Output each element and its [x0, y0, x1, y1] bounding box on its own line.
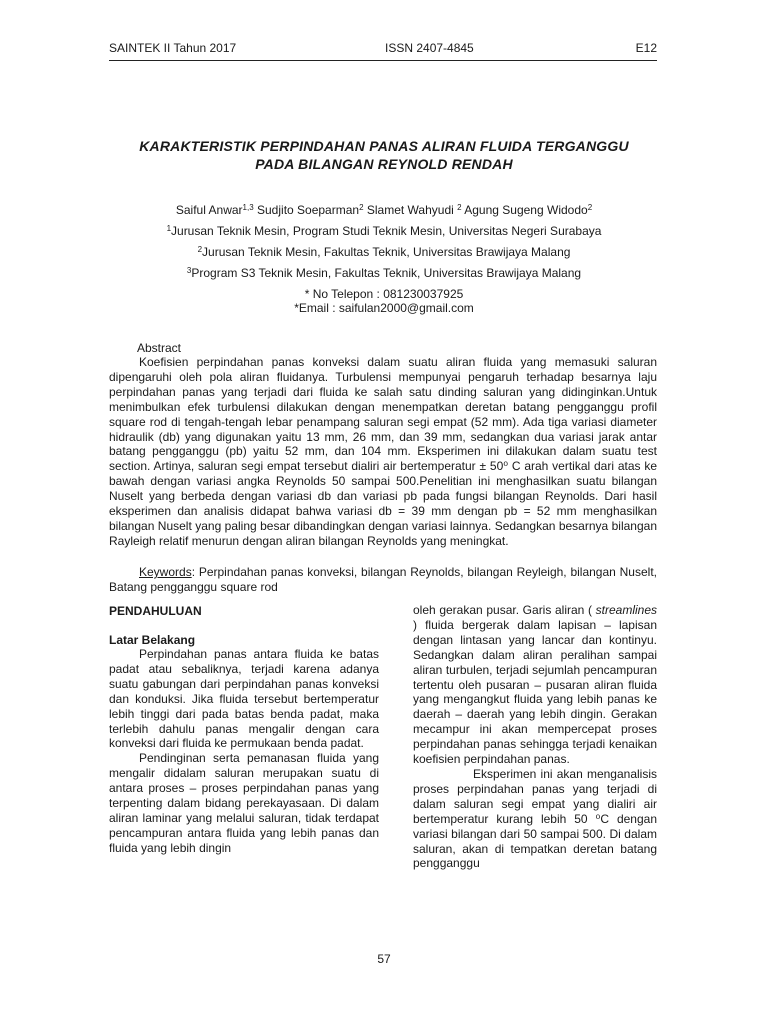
- author-name: Slamet Wahyudi: [363, 203, 458, 217]
- issn: ISSN 2407-4845: [385, 41, 474, 55]
- affil-mark: 1: [166, 224, 172, 233]
- affil-text: Program S3 Teknik Mesin, Fakultas Teknik, Universitas Brawijaya Malang: [191, 266, 582, 280]
- header-rule: [109, 60, 657, 61]
- body-paragraph: Pendinginan serta pemanasan fluida yang mengalir didalam saluran merupakan suatu di antara proses – proses perpindahan panas yang terpenting dalam bidang perekayasaan. Di dalam aliran laminar yang melalui saluran, tidak terdapat pencampuran antara fluida yang lebih panas dan fluida yang lebih dingin: [109, 751, 379, 855]
- affil-mark: 3: [186, 266, 192, 275]
- affiliation-3: [90, 266, 678, 280]
- journal-name: SAINTEK II Tahun 2017: [109, 41, 237, 55]
- running-header: [109, 41, 657, 59]
- contact-info: [90, 287, 678, 315]
- author-affil-mark: 1,3: [242, 203, 254, 212]
- affil-text: Jurusan Teknik Mesin, Fakultas Teknik, Universitas Brawijaya Malang: [202, 245, 571, 259]
- paragraph-text: ) fluida bergerak dalam lapisan – lapisan dengan lintasan yang lancar dan kontinyu. Sedangkan dalam aliran peralihan sampai aliran turbulen, terjadi sejumlah pencampuran tertentu oleh pusaran – pusaran aliran fluida yang mengangkut fluida yang lebih panas ke daerah – daerah yang lebih dingin. Gerakan mecampur ini akan mempercepat proses perpindahan panas sehingga terjadi kenaikan koefisien perpindahan panas.: [413, 617, 657, 767]
- affiliation-2: [90, 245, 678, 259]
- emphasis-text: streamlines: [595, 603, 657, 617]
- body-paragraph: Perpindahan panas antara fluida ke batas padat atau sebaliknya, terjadi karena adanya suatu gabungan dari perpindahan panas konveksi dan konduksi. Jika fluida tersebut bertemperatur lebih tinggi dari pada batas benda padat, maka terlebih dahulu panas mengalir dengan cara konveksi dari fluida ke permukaan benda padat.: [109, 647, 379, 751]
- author-affil-mark: 2: [359, 203, 364, 212]
- affiliation-1: [90, 224, 678, 238]
- title-line-2: PADA BILANGAN REYNOLD RENDAH: [255, 156, 513, 172]
- right-column: [413, 603, 657, 871]
- article-code: E12: [635, 41, 657, 55]
- body-paragraph: Eksperimen ini akan menganalisis proses perpindahan panas yang terjadi di dalam saluran segi empat yang dialiri air bertemperatur kurang lebih 50 ⁰C dengan variasi bilangan dari 50 sampai 500. Di dalam saluran, akan di tempatkan deretan batang pengganggu: [413, 766, 657, 871]
- page-number: 57: [377, 952, 391, 966]
- author-name: Sudjito Soeparman: [253, 203, 360, 217]
- left-column: [109, 600, 379, 856]
- keywords-label: Keywords: [139, 565, 192, 579]
- author-name: Agung Sugeng Widodo: [461, 203, 588, 217]
- keywords-text: : Perpindahan panas konveksi, bilangan Reynolds, bilangan Reyleigh, bilangan Nuselt, Batang pengganggu square rod: [109, 565, 657, 594]
- subsection-heading: Latar Belakang: [109, 633, 196, 647]
- section-heading: PENDAHULUAN: [109, 604, 202, 618]
- keywords: [109, 565, 657, 595]
- phone-number: * No Telepon : 081230037925: [304, 287, 464, 301]
- paragraph-text: oleh gerakan pusar. Garis aliran (: [413, 603, 596, 617]
- paper-title: [90, 137, 678, 173]
- abstract-heading: Abstract: [137, 341, 182, 355]
- author-list: [90, 203, 678, 217]
- title-line-1: KARAKTERISTIK PERPINDAHAN PANAS ALIRAN FLUIDA TERGANGGU: [139, 138, 629, 154]
- body-paragraph: [413, 603, 657, 767]
- email-address: *Email : saifulan2000@gmail.com: [294, 301, 474, 315]
- author-affil-mark: 2: [587, 203, 593, 212]
- affil-mark: 2: [197, 245, 203, 254]
- abstract-text: Koefisien perpindahan panas konveksi dalam suatu aliran fluida yang memasuki saluran dipengaruhi oleh pola aliran fluidanya. Turbulensi mempunyai pengaruh terhadap besarnya laju perpindahan panas yang terjadi dari fluida ke salah satu dinding saluran yang didinginkan.Untuk menimbulkan efek turbulensi dilakukan dengan menempatkan deretan batang pengganggu profil square rod di tengah-tengah lebar penampang saluran segi empat (52 mm). Ada tiga variasi diameter hidraulik (db) yang digunakan yaitu 13 mm, 26 mm, dan 39 mm, sedangkan dua variasi jarak antar batang pengganggu (pb) yaitu 52 mm, dan 104 mm. Eksperimen ini dilakukan dalam suatu test section. Artinya, saluran segi empat tersebut dialiri air bertemperatur ± 50⁰ C arah vertikal dari atas ke bawah dengan variasi angka Reynolds 50 sampai 500.Penelitian ini menghasilkan suatu bilangan Nuselt yang berbeda dengan variasi db dan variasi pb pada fungsi bilangan Reynolds. Dari hasil eksperimen dan analisis didapat bahwa variasi db = 39 mm dengan pb = 52 mm menghasilkan bilangan Nuselt yang paling besar dibandingkan dengan variasi lainnya. Sedangkan besarnya bilangan Rayleigh relatif menurun dengan aliran bilangan Reynolds yang meningkat.: [109, 355, 657, 548]
- author-affil-mark: 2: [457, 203, 462, 212]
- author-name: Saiful Anwar: [175, 203, 243, 217]
- affil-text: Jurusan Teknik Mesin, Program Studi Teknik Mesin, Universitas Negeri Surabaya: [171, 224, 602, 238]
